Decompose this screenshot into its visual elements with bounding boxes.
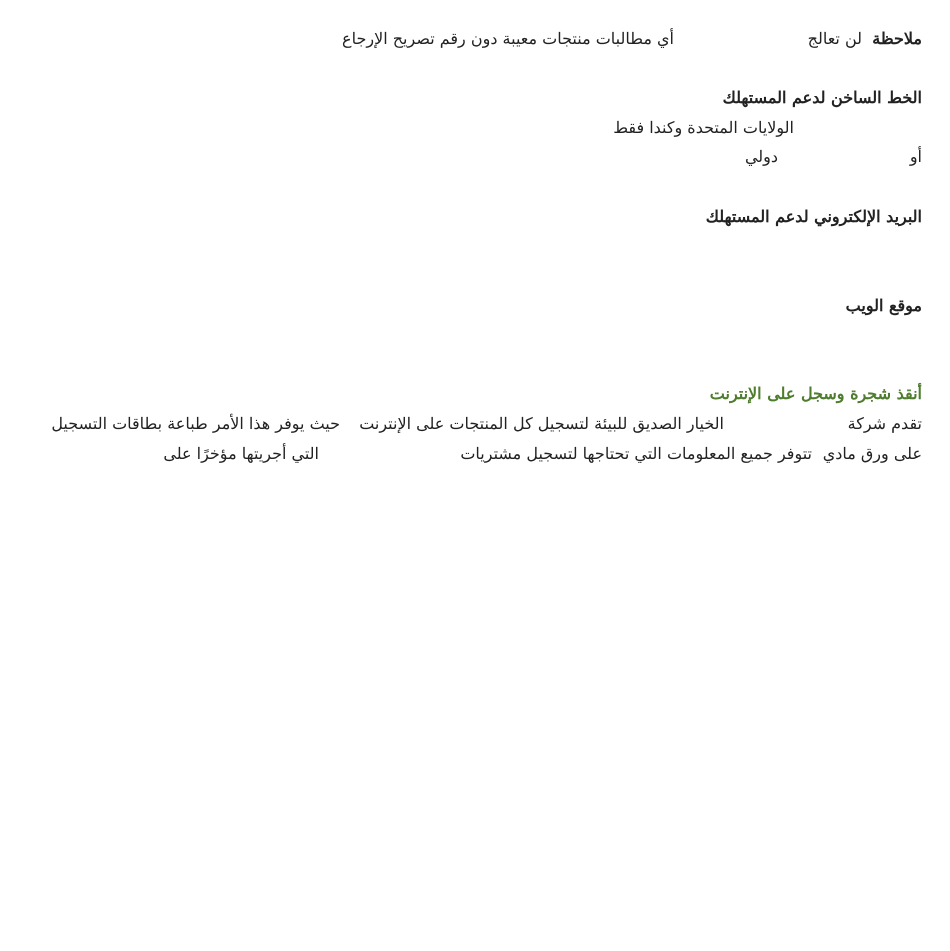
register-line2-part1: على ورق مادي <box>822 444 922 463</box>
register-line1-part2: الخيار الصديق للبيئة لتسجيل كل المنتجات على الإنترنت <box>359 414 724 433</box>
register-line2-part2: تتوفر جميع المعلومات التي تحتاجها لتسجيل مشتريات <box>460 444 812 463</box>
register-heading: أنقذ شجرة وسجل على الإنترنت <box>709 384 922 403</box>
register-line1-part3: حيث يوفر هذا الأمر طباعة بطاقات التسجيل <box>51 414 340 433</box>
hotline-heading: الخط الساخن لدعم المستهلك <box>722 88 922 107</box>
hotline-or: أو <box>909 147 922 166</box>
email-heading: البريد الإلكتروني لدعم المستهلك <box>705 207 922 226</box>
note-label: ملاحظة <box>872 29 922 48</box>
note-text-end: أي مطالبات منتجات معيبة دون رقم تصريح الإرجاع <box>342 29 674 48</box>
note-text-start: لن تعالج <box>807 29 862 48</box>
register-line1-part1: تقدم شركة <box>847 414 922 433</box>
website-heading: موقع الويب <box>845 296 922 315</box>
hotline-international: دولي <box>744 147 778 166</box>
hotline-us-canada: الولايات المتحدة وكندا فقط <box>613 118 794 137</box>
register-line2-part3: التي أجريتها مؤخرًا على <box>163 444 319 463</box>
